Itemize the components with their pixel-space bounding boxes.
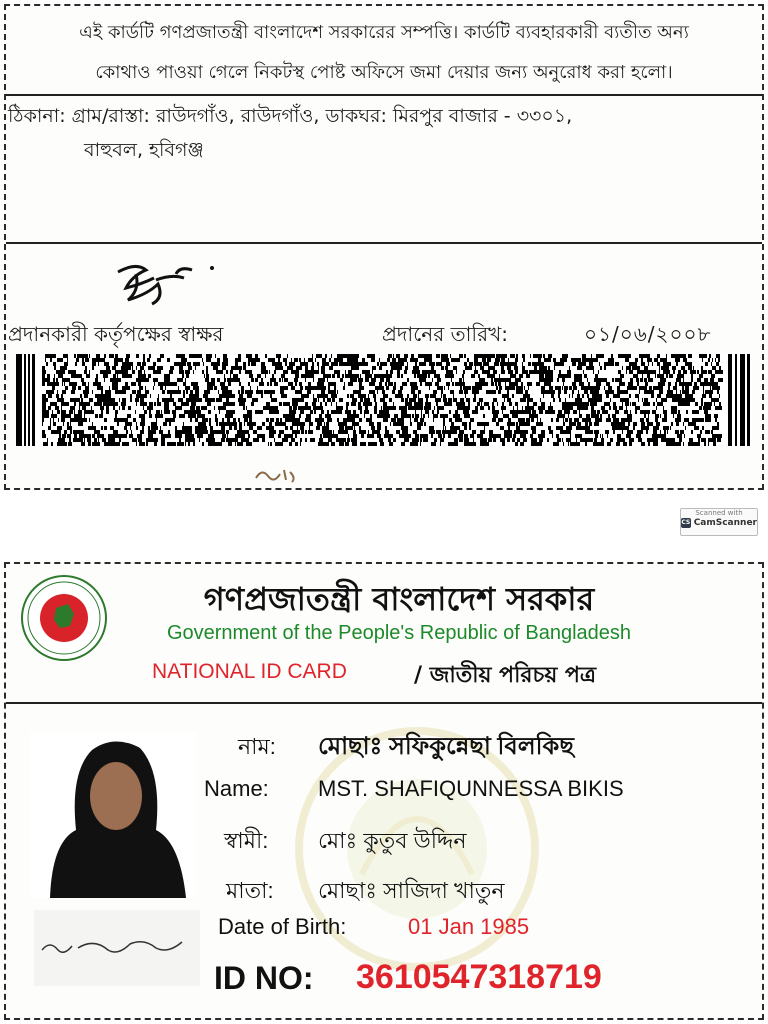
dob-label: Date of Birth: (218, 914, 347, 939)
issuer-signature (106, 254, 226, 314)
id-number-value: 3610547318719 (356, 958, 602, 996)
holder-signature (34, 910, 200, 986)
name-bn-value: মোছাঃ সফিকুন্নেছা বিলকিছ (318, 733, 574, 760)
ownership-notice-line1: এই কার্ডটি গণপ্রজাতন্ত্রী বাংলাদেশ সরকারের সম্পত্তি। কার্ডটি ব্যবহারকারী ব্যতীত অন্য (79, 22, 689, 43)
title-bengali: গণপ্রজাতন্ত্রী বাংলাদেশ সরকার (203, 580, 595, 618)
divider (6, 94, 762, 96)
mother-label: মাতা: (226, 878, 274, 903)
camscanner-name: CamScanner (693, 518, 757, 528)
title-english: Government of the People's Republic of Bangladesh (166, 622, 632, 644)
mother-value: মোছাঃ সাজিদা খাতুন (318, 878, 505, 903)
camscanner-caption: Scanned with (695, 509, 743, 517)
address-line2: বাহুবল, হবিগঞ্জ (84, 139, 204, 161)
name-en-value: MST. SHAFIQUNNESSA BIKIS (318, 776, 624, 801)
address-line1: ঠিকানা: গ্রাম/রাস্তা: রাউদগাঁও, রাউদগাঁও, ডাকঘর: মিরপুর বাজার - ৩৩০১, (8, 105, 573, 127)
divider (6, 702, 762, 704)
husband-value: মোঃ কুতুব উদ্দিন (318, 828, 467, 853)
camscanner-badge (680, 508, 758, 536)
camscanner-logo-icon: CS (681, 519, 691, 526)
pdf417-barcode (16, 354, 752, 446)
name-en-label: Name: (204, 776, 269, 801)
divider (6, 242, 762, 244)
name-bn-label: নাম: (238, 734, 276, 759)
nid-back-side (4, 4, 764, 490)
dob-value: 01 Jan 1985 (408, 914, 530, 939)
husband-label: স্বামী: (224, 828, 269, 853)
holder-photo (30, 732, 196, 898)
issuer-sign-label: প্রদানকারী কর্তৃপক্ষের স্বাক্ষর (8, 322, 224, 346)
card-type-english: NATIONAL ID CARD (152, 660, 347, 683)
ownership-notice-line2: কোথাও পাওয়া গেলে নিকটস্থ পোষ্ট অফিসে জমা দেয়ার জন্য অনুরোধ করা হলো। (95, 62, 673, 83)
id-number-label: ID NO: (214, 960, 314, 996)
card-type-bengali: / জাতীয় পরিচয় পত্র (414, 663, 597, 688)
nid-front-side (4, 562, 764, 1020)
issue-date-value: ০১/০৬/২০০৮ (584, 322, 712, 346)
issue-date-label: প্রদানের তারিখ: (382, 322, 508, 346)
faded-stamp-mark (252, 462, 302, 486)
